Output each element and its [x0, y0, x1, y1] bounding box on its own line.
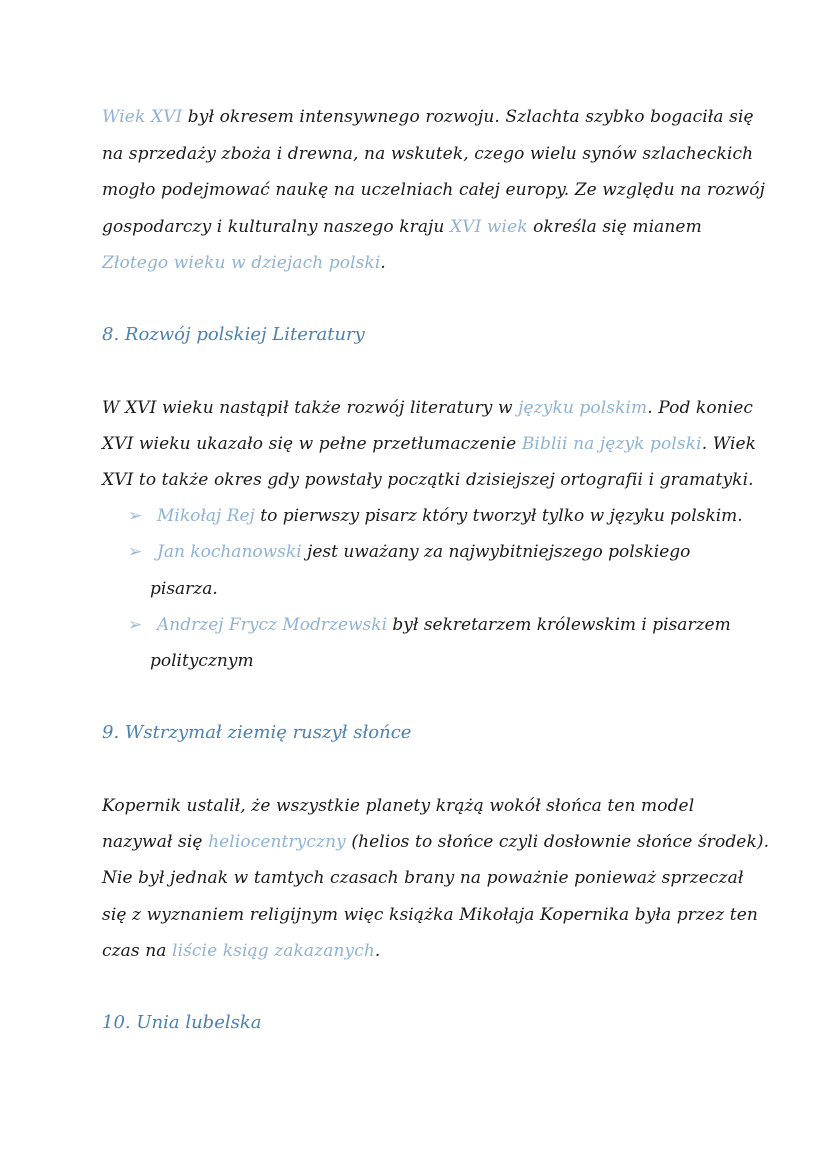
highlight-term: języku polskim [518, 398, 648, 418]
highlight-term: liście ksiąg zakazanych [172, 941, 375, 961]
text-span: nazywał się [102, 832, 209, 852]
section9-line-5 [102, 940, 380, 962]
text-span: W XVI wieku nastąpił także rozwój literatury w [102, 398, 519, 418]
section8-line-3 [102, 469, 754, 491]
text-span: był okresem intensywnego rozwoju. Szlachta szybko bogaciła się [182, 107, 754, 127]
intro-line-3 [102, 179, 765, 201]
section8-line-2 [102, 433, 756, 455]
intro-line-2 [102, 143, 753, 165]
text-span: jest uważany za najwybitniejszego polskiego [301, 542, 691, 562]
section9-line-2 [102, 831, 769, 853]
text-span: . Pod koniec [647, 398, 754, 418]
section8-line-1 [102, 397, 753, 419]
bullet-item-2 [157, 541, 690, 563]
text-span: Nie był jednak w tamtych czasach brany na poważnie ponieważ sprzeczał [102, 868, 744, 888]
arrow-bullet-icon: ➢ [128, 542, 143, 562]
text-span: się z wyznaniem religijnym więc książka Mikołaja Kopernika była przez ten [102, 905, 758, 925]
text-span: określa się mianem [527, 217, 702, 237]
section9-line-1 [102, 795, 694, 817]
text-span: to pierwszy pisarz który tworzył tylko w języku polskim. [254, 506, 743, 526]
section9-line-4 [102, 904, 758, 926]
section-heading-10: 10. Unia lubelska [102, 1012, 262, 1033]
intro-line-1 [102, 106, 754, 128]
highlight-term: XVI wiek [449, 217, 528, 237]
text-span: czas na [102, 941, 173, 961]
text-span: XVI to także okres gdy powstały początki dzisiejszej ortografii i gramatyki. [102, 470, 754, 490]
text-span: XVI wieku ukazało się w pełne przetłumaczenie [102, 434, 522, 454]
text-span: gospodarczy i kulturalny naszego kraju [102, 217, 450, 237]
text-span: . [380, 253, 386, 273]
text-span: był sekretarzem królewskim i pisarzem [387, 615, 731, 635]
bullet-item-1 [157, 505, 743, 527]
highlight-term: heliocentryczny [208, 832, 346, 852]
intro-line-4 [102, 216, 702, 238]
bullet-item-2-continuation: pisarza. [150, 579, 218, 599]
highlight-term: Złotego wieku w dziejach polski [102, 253, 381, 273]
section9-line-3 [102, 867, 743, 889]
text-span: (helios to słońce czyli dosłownie słońce środek). [345, 832, 770, 852]
section-heading-9: 9. Wstrzymał ziemię ruszył słońce [102, 722, 412, 743]
text-span: mogło podejmować naukę na uczelniach całej europy. Ze względu na rozwój [102, 180, 765, 200]
highlight-term: Wiek XVI [102, 107, 183, 127]
text-span: Kopernik ustalił, że wszystkie planety krążą wokół słońca ten model [102, 796, 695, 816]
bullet-item-3 [157, 614, 731, 636]
text-span: na sprzedaży zboża i drewna, na wskutek, czego wielu synów szlacheckich [102, 144, 754, 164]
highlight-term: Jan kochanowski [157, 542, 302, 562]
highlight-term: Andrzej Frycz Modrzewski [157, 615, 388, 635]
section-heading-8: 8. Rozwój polskiej Literatury [102, 324, 365, 345]
highlight-term: Mikołaj Rej [157, 506, 255, 526]
highlight-term: Biblii na język polski [521, 434, 702, 454]
text-span: . Wiek [701, 434, 757, 454]
intro-line-5 [102, 252, 386, 274]
arrow-bullet-icon: ➢ [128, 615, 143, 635]
text-span: . [374, 941, 381, 961]
bullet-item-3-continuation: politycznym [150, 651, 254, 671]
arrow-bullet-icon: ➢ [128, 506, 143, 526]
